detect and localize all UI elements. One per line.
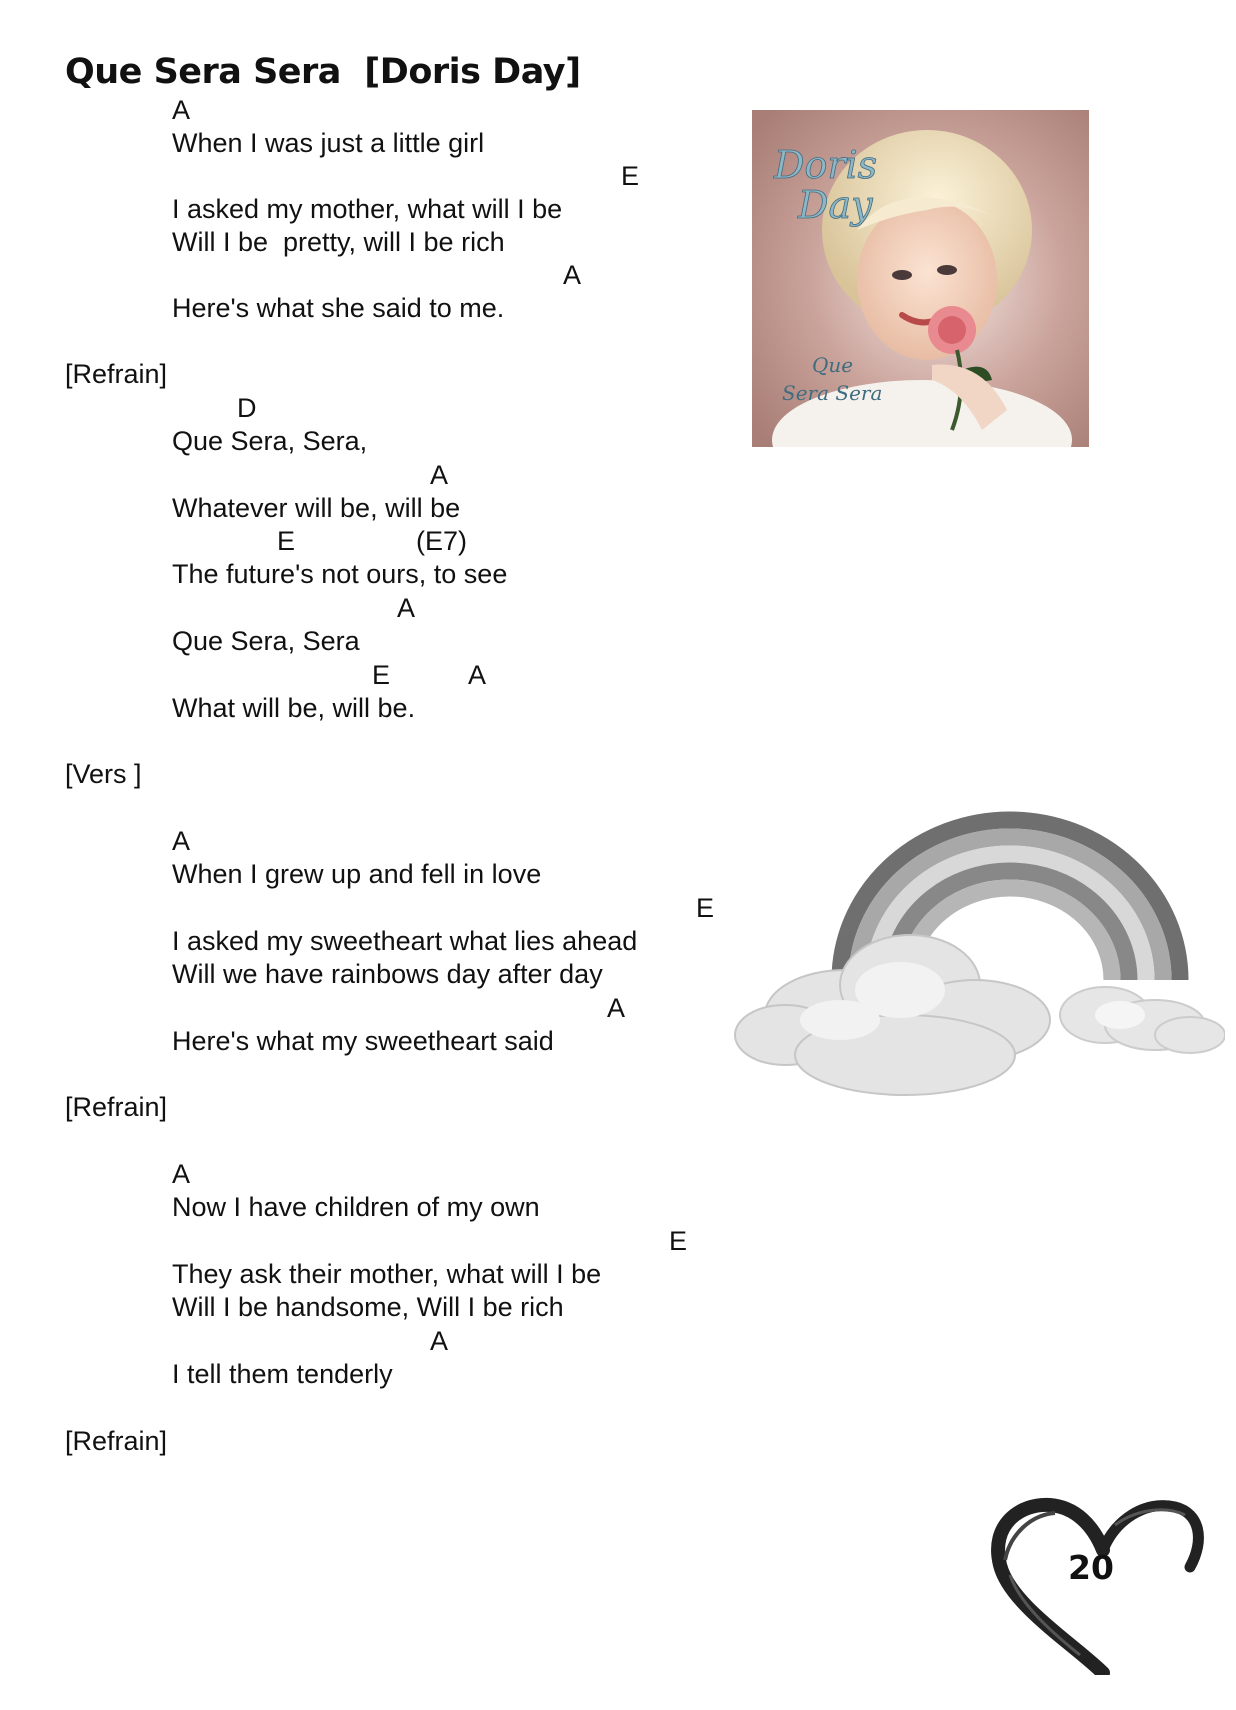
chord: A (397, 593, 416, 623)
section-label-vers: [Vers ] (65, 759, 142, 789)
chord: A (172, 1159, 191, 1189)
lyric-line: Here's what she said to me. (172, 293, 505, 323)
lyric-line: Will I be handsome, Will I be rich (172, 1292, 564, 1322)
chord: A (172, 826, 191, 856)
chord: E (277, 526, 296, 556)
lyric-line: Will we have rainbows day after day (172, 959, 603, 989)
lyric-line: What will be, will be. (172, 693, 416, 723)
lyric-line: They ask their mother, what will I be (172, 1259, 602, 1289)
lyric-line: Que Sera, Sera (172, 626, 360, 656)
svg-text:Doris: Doris (774, 143, 878, 187)
lyric-line: I asked my mother, what will I be (172, 194, 563, 224)
chord: A (430, 460, 449, 490)
chord: A (563, 260, 582, 290)
lyric-line: Que Sera, Sera, (172, 426, 368, 456)
svg-text:Day: Day (798, 183, 873, 227)
chord: A (172, 95, 191, 125)
chord: E (696, 893, 715, 923)
rainbow-icon (725, 810, 1225, 1110)
chord: E (669, 1226, 688, 1256)
lyric-line: Whatever will be, will be (172, 493, 461, 523)
lyric-line: Here's what my sweetheart said (172, 1026, 554, 1056)
chord: E (621, 161, 640, 191)
lyric-line: I tell them tenderly (172, 1359, 393, 1389)
section-label-refrain: [Refrain] (65, 1426, 168, 1456)
section-label-refrain: [Refrain] (65, 359, 168, 389)
svg-text:Sera Sera: Sera Sera (782, 381, 883, 405)
svg-text:Que: Que (812, 353, 854, 377)
song-title: Que Sera Sera [Doris Day] (65, 52, 581, 92)
chord: A (430, 1326, 449, 1356)
lyric-line: I asked my sweetheart what lies ahead (172, 926, 638, 956)
chord: A (468, 660, 487, 690)
chord: D (237, 393, 257, 423)
lyric-line: The future's not ours, to see (172, 559, 508, 589)
chord: E (372, 660, 391, 690)
section-label-refrain: [Refrain] (65, 1092, 168, 1122)
lyric-line: Now I have children of my own (172, 1192, 540, 1222)
lyric-line: Will I be pretty, will I be rich (172, 227, 505, 257)
lyric-line: When I grew up and fell in love (172, 859, 542, 889)
lyric-line: When I was just a little girl (172, 128, 485, 158)
chord: (E7) (416, 526, 468, 556)
chord: A (607, 993, 626, 1023)
album-cover-image (752, 110, 1089, 447)
page-number: 20 (1068, 1548, 1114, 1587)
